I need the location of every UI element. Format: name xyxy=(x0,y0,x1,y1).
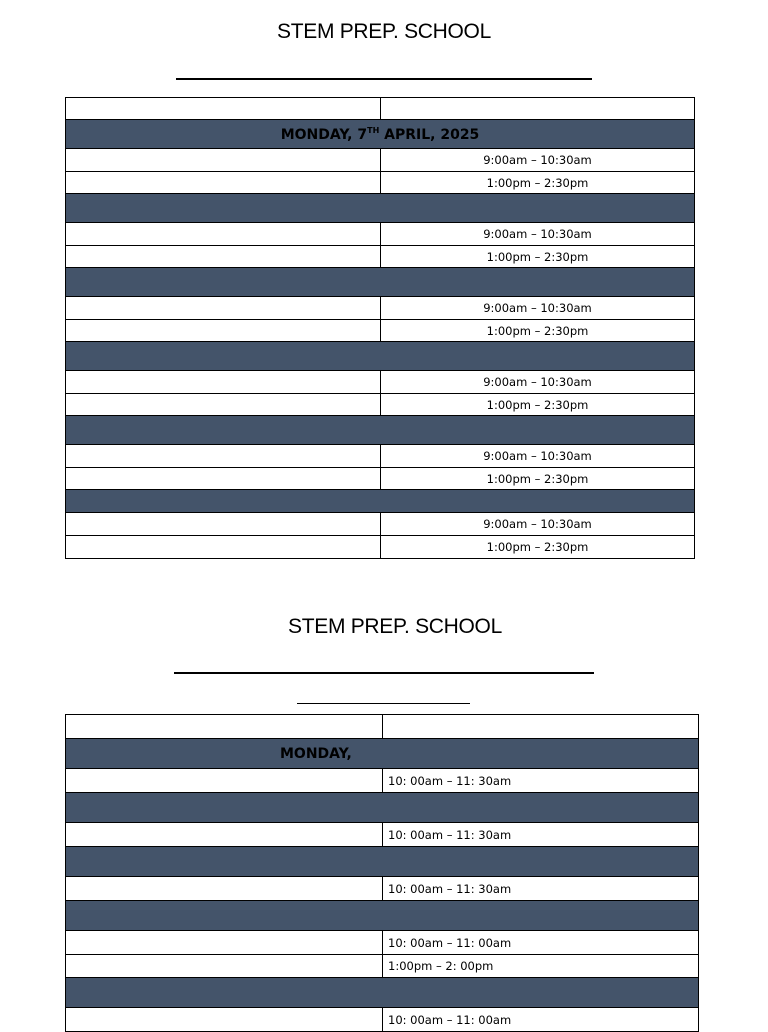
day-band xyxy=(66,793,699,823)
table-header-row xyxy=(66,715,699,739)
table-row xyxy=(66,823,699,847)
table-row xyxy=(66,371,695,394)
day-band xyxy=(66,416,695,445)
table-row xyxy=(66,172,695,194)
time-slot: 1:00pm – 2:30pm xyxy=(381,172,695,194)
time-slot: 1:00pm – 2:30pm xyxy=(381,246,695,268)
table-row xyxy=(66,536,695,559)
day-date: MONDAY, 7TH APRIL, 2025 xyxy=(280,125,480,143)
day-band xyxy=(66,342,695,371)
table-row xyxy=(66,769,699,793)
table-row xyxy=(66,297,695,320)
table-row xyxy=(66,513,695,536)
time-slot: 10: 00am – 11: 00am xyxy=(383,931,699,955)
time-slot: 1:00pm – 2:30pm xyxy=(381,536,695,559)
time-slot: 1:00pm – 2:30pm xyxy=(381,468,695,490)
day-band xyxy=(66,847,699,877)
table-row xyxy=(66,394,695,416)
school-title: STEM PREP. SCHOOL xyxy=(288,615,502,638)
time-slot: 9:00am – 10:30am xyxy=(381,445,695,468)
time-slot: 10: 00am – 11: 30am xyxy=(383,877,699,901)
day-band xyxy=(66,120,695,149)
table-header-row xyxy=(66,98,695,120)
subtitle-underline xyxy=(297,703,470,704)
time-slot: 10: 00am – 11: 00am xyxy=(383,1008,699,1032)
table-row xyxy=(66,445,695,468)
schedule-table xyxy=(65,714,699,1032)
title-underline xyxy=(176,78,592,80)
day-band xyxy=(66,978,699,1008)
time-slot: 10: 00am – 11: 30am xyxy=(383,769,699,793)
table-row xyxy=(66,223,695,246)
day-band xyxy=(66,739,699,769)
table-row xyxy=(66,320,695,342)
school-title: STEM PREP. SCHOOL xyxy=(277,20,491,43)
time-slot: 1:00pm – 2: 00pm xyxy=(383,955,699,978)
time-slot: 9:00am – 10:30am xyxy=(381,297,695,320)
day-band xyxy=(66,268,695,297)
time-slot: 9:00am – 10:30am xyxy=(381,513,695,536)
time-slot: 10: 00am – 11: 30am xyxy=(383,823,699,847)
table-row xyxy=(66,149,695,172)
table-row xyxy=(66,468,695,490)
schedule-table xyxy=(65,97,695,559)
table-row xyxy=(66,246,695,268)
day-band xyxy=(66,194,695,223)
title-underline xyxy=(174,672,594,674)
time-slot: 1:00pm – 2:30pm xyxy=(381,394,695,416)
table-row xyxy=(66,1008,699,1032)
time-slot: 9:00am – 10:30am xyxy=(381,371,695,394)
day-band xyxy=(66,490,695,513)
table-row xyxy=(66,931,699,955)
time-slot: 1:00pm – 2:30pm xyxy=(381,320,695,342)
time-slot: 9:00am – 10:30am xyxy=(381,149,695,172)
day-band xyxy=(66,901,699,931)
day-date: MONDAY, xyxy=(280,745,352,762)
time-slot: 9:00am – 10:30am xyxy=(381,223,695,246)
table-row xyxy=(66,877,699,901)
table-row xyxy=(66,955,699,978)
